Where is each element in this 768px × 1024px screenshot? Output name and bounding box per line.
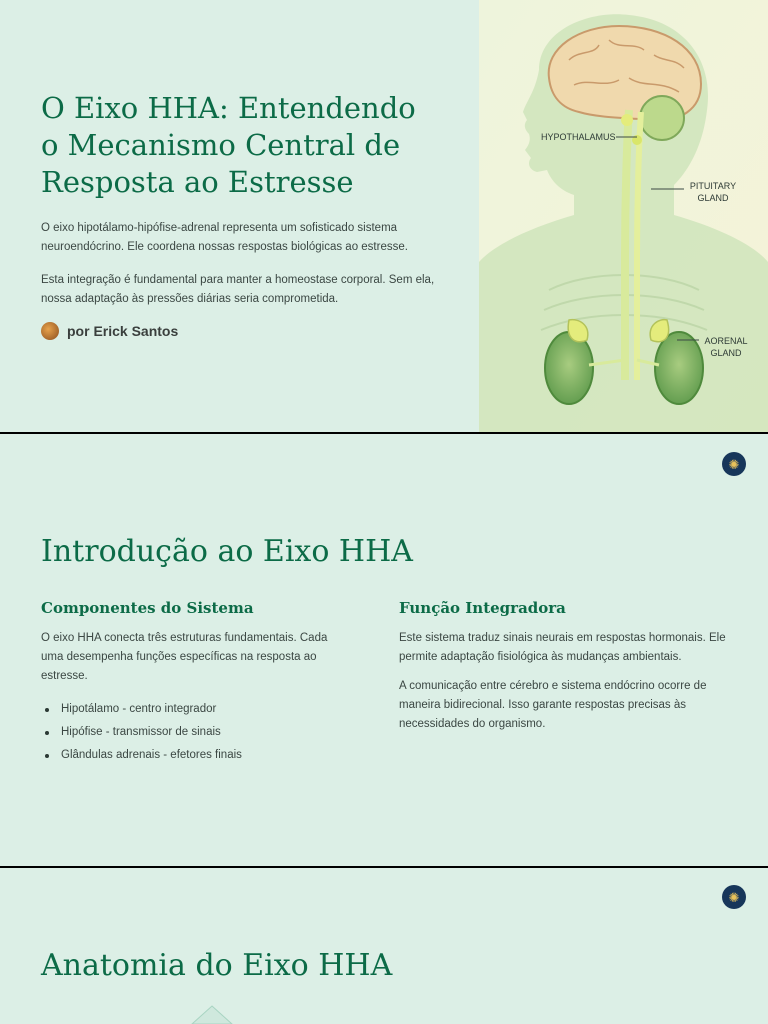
brand-logo-icon: ✺ xyxy=(722,885,746,909)
intro-paragraph-1: O eixo hipotálamo-hipófise-adrenal representa um sofisticado sistema neuroendócrino. Ele coordena nossas respostas biológicas ao estresse. xyxy=(41,222,408,253)
slide-anatomy xyxy=(0,868,768,1024)
spinal-cord xyxy=(625,110,629,380)
adrenal-label-line1: AORENAL xyxy=(704,336,748,346)
page-title: O Eixo HHA: Entendendo o Mecanismo Central de Resposta ao Estresse xyxy=(41,91,416,199)
adrenal-label-line2: GLAND xyxy=(710,348,742,358)
components-heading: Componentes do Sistema xyxy=(41,599,254,617)
pituitary-label-line1: PITUITARY xyxy=(689,181,737,191)
list-item: Hipófise - transmissor de sinais xyxy=(41,721,242,744)
cerebellum xyxy=(640,96,684,140)
list-item: Glândulas adrenais - efetores finais xyxy=(41,744,242,767)
section-title: Anatomia do Eixo HHA xyxy=(41,948,393,983)
intro-paragraph-2: Esta integração é fundamental para manter a homeostase corporal. Sem ela, nossa adaptação às pressões diárias seria comprometida. xyxy=(41,274,435,305)
author-avatar xyxy=(41,322,59,340)
author-name: por Erick Santos xyxy=(67,323,179,339)
hypothalamus-marker xyxy=(621,114,633,126)
right-kidney xyxy=(655,332,703,404)
slide-introduction xyxy=(0,434,768,866)
hpa-axis-illustration xyxy=(479,0,768,432)
components-text: O eixo HHA conecta três estruturas fundamentais. Cada uma desempenha funções específicas na resposta ao estresse. xyxy=(41,632,328,682)
integrative-function-text-1: Este sistema traduz sinais neurais em respostas hormonais. Ele permite adaptação fisiológica às mudanças ambientais. xyxy=(399,632,726,663)
diamond-shape-icon xyxy=(190,1004,234,1024)
author-byline xyxy=(41,322,178,340)
components-list xyxy=(41,698,242,767)
brand-logo-icon: ✺ xyxy=(722,452,746,476)
section-title: Introdução ao Eixo HHA xyxy=(41,534,413,569)
pituitary-label-line2: GLAND xyxy=(697,193,729,203)
left-kidney xyxy=(545,332,593,404)
integrative-function-text-2: A comunicação entre cérebro e sistema endócrino ocorre de maneira bidirecional. Isso garante respostas precisas às necessidades do organismo. xyxy=(399,680,707,730)
hypothalamus-label: HYPOTHALAMUS xyxy=(541,132,616,142)
slide-title xyxy=(0,0,768,432)
integrative-function-heading: Função Integradora xyxy=(399,599,566,617)
list-item: Hipotálamo - centro integrador xyxy=(41,698,242,721)
